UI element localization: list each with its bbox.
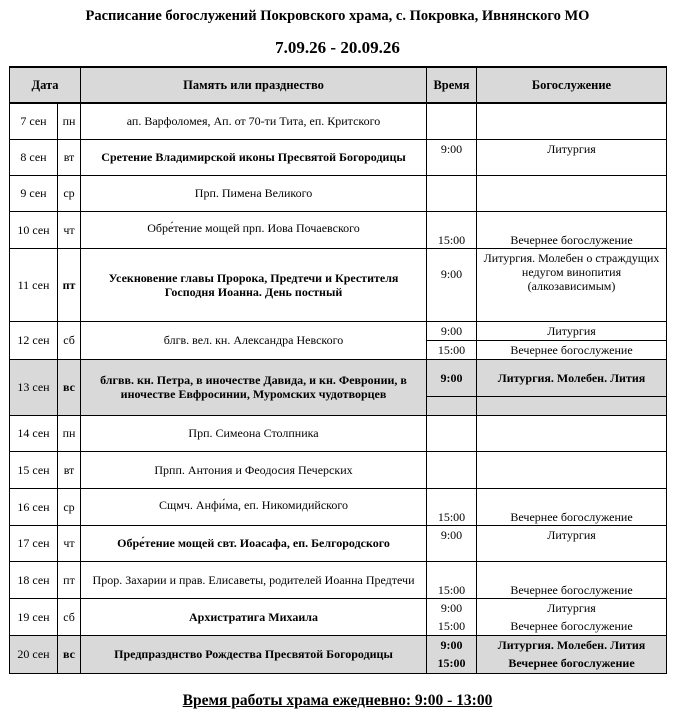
table-row bbox=[10, 139, 667, 175]
row-memory: Прор. Захарии и прав. Елисаветы, родителей Иоанна Предтечи bbox=[81, 561, 427, 598]
time-slot: 9:00 bbox=[440, 323, 463, 338]
row-time bbox=[427, 451, 477, 488]
service-slot: Литургия. Молебен. Лития bbox=[497, 637, 646, 652]
row-day: пт bbox=[58, 248, 81, 321]
opening-hours: Время работы храма ежедневно: 9:00 - 13:00 bbox=[182, 692, 493, 709]
row-time bbox=[427, 175, 477, 211]
row-memory: ап. Варфоломея, Ап. от 70-ти Тита, еп. Критского bbox=[81, 103, 427, 139]
row-day: пн bbox=[58, 415, 81, 451]
row-day: сб bbox=[58, 598, 81, 635]
row-service bbox=[477, 103, 667, 139]
row-date: 15 сен bbox=[10, 451, 58, 488]
table-row bbox=[10, 248, 667, 321]
time-slot: 9:00 bbox=[440, 637, 463, 652]
row-service bbox=[477, 175, 667, 211]
table-row bbox=[10, 321, 667, 359]
row-time: 9:00 bbox=[427, 139, 477, 175]
row-memory: блгв. вел. кн. Александра Невского bbox=[81, 321, 427, 359]
schedule-table bbox=[9, 66, 667, 674]
date-range: 7.09.26 - 20.09.26 bbox=[275, 38, 400, 57]
row-day: чт bbox=[58, 525, 81, 561]
table-row bbox=[10, 561, 667, 598]
row-service: Вечернее богослужение bbox=[477, 561, 667, 598]
service-slot: Вечернее богослужение bbox=[508, 656, 635, 671]
table-header-row bbox=[10, 67, 667, 103]
row-date: 19 сен bbox=[10, 598, 58, 635]
row-date: 8 сен bbox=[10, 139, 58, 175]
row-day: пн bbox=[58, 103, 81, 139]
col-header-memory: Память или празднество bbox=[81, 67, 427, 103]
time-slot: 9:00 bbox=[440, 370, 463, 385]
row-day: вс bbox=[58, 359, 81, 415]
row-date: 9 сен bbox=[10, 175, 58, 211]
time-slot: 15:00 bbox=[427, 340, 476, 359]
row-service: Литургия. Молебен о страждущих недугом винопития (алкозависимым) bbox=[477, 248, 667, 321]
row-time bbox=[427, 359, 477, 415]
service-slot: Вечернее богослужение bbox=[477, 340, 666, 359]
row-service: Литургия bbox=[477, 525, 667, 561]
col-header-date: Дата bbox=[10, 67, 81, 103]
row-memory: Прп. Пимена Великого bbox=[81, 175, 427, 211]
row-time bbox=[427, 598, 477, 635]
row-service bbox=[477, 635, 667, 673]
row-day: чт bbox=[58, 211, 81, 248]
service-slot: Литургия. Молебен. Лития bbox=[497, 370, 646, 385]
row-memory: Обре́тение мощей прп. Иова Почаевского bbox=[81, 211, 427, 248]
row-day: ср bbox=[58, 175, 81, 211]
time-slot: 9:00 bbox=[440, 600, 463, 615]
row-time bbox=[427, 103, 477, 139]
row-memory: Прп. Симеона Столпника bbox=[81, 415, 427, 451]
row-time: 9:00 bbox=[427, 525, 477, 561]
row-time: 15:00 bbox=[427, 211, 477, 248]
row-date: 20 сен bbox=[10, 635, 58, 673]
row-memory: Предпразднство Рождества Пресвятой Богородицы bbox=[81, 635, 427, 673]
row-day: вт bbox=[58, 451, 81, 488]
row-date: 16 сен bbox=[10, 488, 58, 525]
col-header-service: Богослужение bbox=[477, 67, 667, 103]
row-memory: Усекновение главы Пророка, Предтечи и Крестителя Господня Иоанна. День постный bbox=[81, 248, 427, 321]
table-row bbox=[10, 415, 667, 451]
row-service bbox=[477, 321, 667, 359]
row-service bbox=[477, 359, 667, 415]
row-memory: Архистратига Михаила bbox=[81, 598, 427, 635]
row-memory: Прпп. Антония и Феодосия Печерских bbox=[81, 451, 427, 488]
row-service bbox=[477, 415, 667, 451]
table-row bbox=[10, 103, 667, 139]
row-date: 13 сен bbox=[10, 359, 58, 415]
table-row bbox=[10, 359, 667, 415]
row-date: 18 сен bbox=[10, 561, 58, 598]
row-day: вт bbox=[58, 139, 81, 175]
row-day: пт bbox=[58, 561, 81, 598]
row-service bbox=[477, 451, 667, 488]
row-day: вс bbox=[58, 635, 81, 673]
table-row bbox=[10, 211, 667, 248]
row-date: 11 сен bbox=[10, 248, 58, 321]
row-date: 12 сен bbox=[10, 321, 58, 359]
row-date: 14 сен bbox=[10, 415, 58, 451]
time-slot: 15:00 bbox=[437, 656, 466, 671]
row-date: 10 сен bbox=[10, 211, 58, 248]
row-time bbox=[427, 635, 477, 673]
row-day: сб bbox=[58, 321, 81, 359]
service-slot: Литургия bbox=[547, 323, 596, 338]
row-date: 7 сен bbox=[10, 103, 58, 139]
table-row bbox=[10, 635, 667, 673]
row-time bbox=[427, 321, 477, 359]
row-memory: Обре́тение мощей свт. Иоасафа, еп. Белгородского bbox=[81, 525, 427, 561]
row-service bbox=[477, 598, 667, 635]
row-time: 15:00 bbox=[427, 561, 477, 598]
table-row bbox=[10, 488, 667, 525]
row-memory: Сщмч. Анфи́ма, еп. Никомидийского bbox=[81, 488, 427, 525]
row-service: Вечернее богослужение bbox=[477, 211, 667, 248]
table-row bbox=[10, 175, 667, 211]
table-row bbox=[10, 598, 667, 635]
page-title: Расписание богослужений Покровского храма, с. Покровка, Ивнянского МО bbox=[85, 8, 590, 24]
row-service: Вечернее богослужение bbox=[477, 488, 667, 525]
row-service: Литургия bbox=[477, 139, 667, 175]
col-header-time: Время bbox=[427, 67, 477, 103]
row-time bbox=[427, 415, 477, 451]
table-row bbox=[10, 451, 667, 488]
service-slot bbox=[477, 396, 666, 415]
service-slot: Литургия bbox=[547, 600, 596, 615]
service-slot: Вечернее богослужение bbox=[510, 618, 633, 633]
row-time: 15:00 bbox=[427, 488, 477, 525]
row-day: ср bbox=[58, 488, 81, 525]
row-memory: Сретение Владимирской иконы Пресвятой Богородицы bbox=[81, 139, 427, 175]
table-row bbox=[10, 525, 667, 561]
row-memory: блгвв. кн. Петра, в иночестве Давида, и кн. Февронии, в иночестве Евфросинии, Муромских чудотворцев bbox=[81, 359, 427, 415]
time-slot: 15:00 bbox=[437, 618, 466, 633]
row-date: 17 сен bbox=[10, 525, 58, 561]
row-time: 9:00 bbox=[427, 248, 477, 321]
time-slot bbox=[427, 396, 476, 415]
